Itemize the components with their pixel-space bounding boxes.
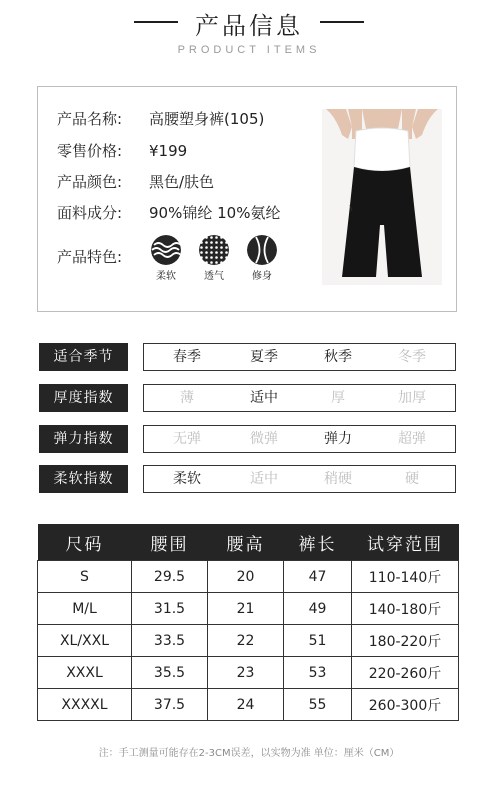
cell-waist-height: 22 [208, 625, 284, 657]
cell-waist-height: 24 [208, 689, 284, 721]
table-row [38, 561, 459, 593]
option-slightly-hard: 稍硬 [324, 471, 352, 487]
cell-fit-range: 220-260斤 [352, 657, 459, 689]
wave-icon [151, 235, 181, 265]
product-name-row [57, 108, 264, 129]
cell-size: M/L [38, 593, 132, 625]
ball-icon [247, 235, 277, 265]
product-photo [322, 109, 442, 285]
cell-length: 47 [284, 561, 352, 593]
cell-waist-height: 23 [208, 657, 284, 689]
index-options-softness [143, 465, 456, 493]
page-title: 产品信息 [195, 12, 303, 40]
product-price-row [57, 140, 187, 161]
option-winter: 冬季 [398, 349, 426, 365]
index-label-softness: 柔软指数 [39, 465, 128, 493]
feature-breathable [194, 235, 234, 282]
product-info-box [37, 86, 457, 312]
cell-fit-range: 140-180斤 [352, 593, 459, 625]
header-length: 裤长 [284, 524, 352, 561]
option-no-stretch: 无弹 [173, 431, 201, 447]
product-material-row [57, 202, 280, 223]
option-super-stretch: 超弹 [398, 431, 426, 447]
option-thick: 厚 [331, 390, 345, 406]
cell-size: XL/XXL [38, 625, 132, 657]
page-subtitle: PRODUCT ITEMS [177, 44, 321, 56]
cell-fit-range: 260-300斤 [352, 689, 459, 721]
product-color-value: 黑色/肤色 [149, 173, 215, 191]
option-autumn: 秋季 [324, 349, 352, 365]
cell-waist: 29.5 [132, 561, 208, 593]
index-options-season [143, 343, 456, 371]
index-options-elasticity [143, 425, 456, 453]
feature-slim-label: 修身 [252, 271, 272, 282]
cell-waist-height: 21 [208, 593, 284, 625]
product-color-row [57, 171, 214, 192]
feature-soft-label: 柔软 [156, 271, 176, 282]
option-summer: 夏季 [250, 349, 278, 365]
cell-waist: 33.5 [132, 625, 208, 657]
cell-waist-height: 20 [208, 561, 284, 593]
product-price-label: 零售价格: [57, 142, 123, 160]
size-table [37, 524, 459, 721]
product-material-value: 90%锦纶 10%氨纶 [149, 204, 281, 222]
feature-breathable-label: 透气 [204, 271, 224, 282]
header-waist: 腰围 [132, 524, 208, 561]
product-color-label: 产品颜色: [57, 173, 123, 191]
cell-waist: 37.5 [132, 689, 208, 721]
cell-waist: 31.5 [132, 593, 208, 625]
cell-waist: 35.5 [132, 657, 208, 689]
option-soft: 柔软 [173, 471, 201, 487]
cell-size: XXXL [38, 657, 132, 689]
cell-length: 53 [284, 657, 352, 689]
cell-fit-range: 180-220斤 [352, 625, 459, 657]
index-label-elasticity: 弹力指数 [39, 425, 128, 453]
cell-size: S [38, 561, 132, 593]
header [0, 0, 498, 70]
product-material-label: 面料成分: [57, 204, 123, 222]
index-label-thickness: 厚度指数 [39, 384, 128, 412]
option-spring: 春季 [173, 349, 201, 365]
cell-fit-range: 110-140斤 [352, 561, 459, 593]
cell-length: 51 [284, 625, 352, 657]
size-table-header [38, 524, 459, 561]
header-fit-range: 试穿范围 [352, 524, 459, 561]
product-price-value: ¥199 [149, 142, 188, 160]
cell-size: XXXXL [38, 689, 132, 721]
product-name-value: 高腰塑身裤(105) [149, 110, 265, 128]
feature-slim [242, 235, 282, 282]
measurement-note: 注：手工测量可能存在2-3CM误差，以实物为准 单位：厘米（CM） [98, 748, 400, 759]
option-hard: 硬 [405, 471, 419, 487]
feature-soft [146, 235, 186, 282]
option-extra-thick: 加厚 [398, 390, 426, 406]
header-line-right [320, 21, 364, 23]
option-moderate: 适中 [250, 471, 278, 487]
option-slight-stretch: 微弹 [250, 431, 278, 447]
option-medium: 适中 [250, 390, 278, 406]
table-row [38, 657, 459, 689]
header-waist-height: 腰高 [208, 524, 284, 561]
table-row [38, 689, 459, 721]
index-options-thickness [143, 384, 456, 412]
table-row [38, 593, 459, 625]
cell-length: 55 [284, 689, 352, 721]
option-thin: 薄 [180, 390, 194, 406]
product-features-label: 产品特色: [57, 248, 123, 266]
index-label-season: 适合季节 [39, 343, 128, 371]
cell-length: 49 [284, 593, 352, 625]
header-size: 尺码 [38, 524, 132, 561]
product-name-label: 产品名称: [57, 110, 123, 128]
option-stretch: 弹力 [324, 431, 352, 447]
table-row [38, 625, 459, 657]
mesh-icon [199, 235, 229, 265]
